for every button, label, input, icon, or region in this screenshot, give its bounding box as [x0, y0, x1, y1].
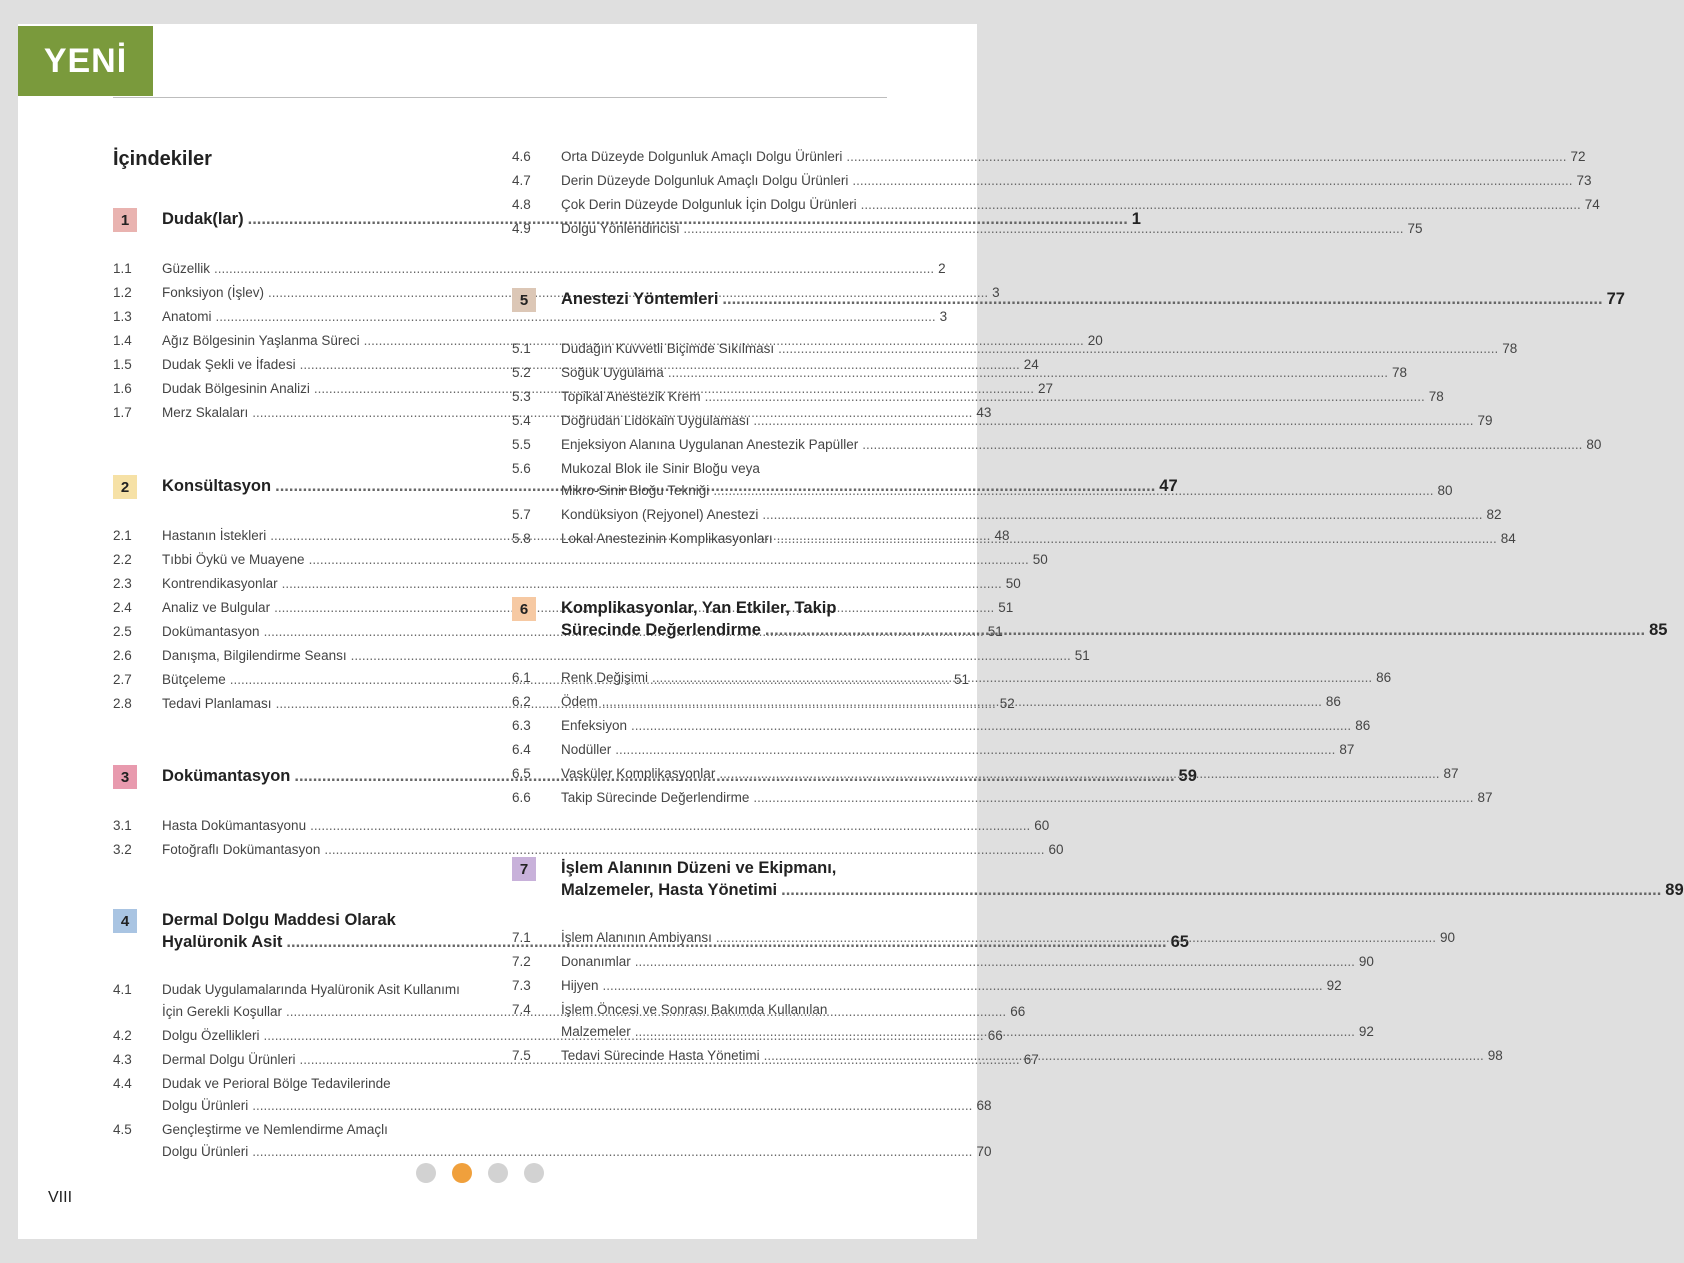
- toc-entry[interactable]: 2.6 Danışma, Bilgilendirme Seansı ..... 51: [113, 645, 480, 667]
- chapter-number: 2: [113, 475, 137, 499]
- chapter-number: 5: [512, 288, 536, 312]
- chapter-title[interactable]: Hyalüronik Asit: [162, 933, 283, 951]
- toc-entry[interactable]: 4.6 Orta Düzeyde Dolgunluk Amaçlı Dolgu Ürünleri ..... 72: [512, 146, 882, 168]
- toc-entry[interactable]: 5.1 Dudağın Kuvvetli Biçimde Sıkılması ..... 78: [512, 338, 882, 360]
- chapter-page: 85: [1649, 621, 1668, 639]
- toc-entry[interactable]: 4.2 Dolgu Özellikleri ..... 66: [113, 1025, 480, 1047]
- toc-entry[interactable]: 6.1 Renk Değişimi ..... 86: [512, 667, 882, 689]
- toc-entry[interactable]: 6.5 Vasküler Komplikasyonlar ..... 87: [512, 763, 882, 785]
- chapter-title[interactable]: Anestezi Yöntemleri: [561, 290, 719, 308]
- chapter-title[interactable]: Dokümantasyon: [162, 767, 291, 785]
- toc-entry[interactable]: 2.7 Bütçeleme ..... 51: [113, 669, 480, 691]
- chapter-title[interactable]: Sürecinde Değerlendirme: [561, 621, 761, 639]
- toc-entry[interactable]: 3.1 Hasta Dokümantasyonu ..... 60: [113, 815, 480, 837]
- toc-entry[interactable]: 4.4 Dudak ve Perioral Bölge Tedavilerinde Dolgu Ürünleri ..... 68: [113, 1073, 480, 1117]
- toc-entry[interactable]: 1.7 Merz Skalaları ..... 43: [113, 402, 480, 424]
- chapter-number: 7: [512, 857, 536, 881]
- chapter-title[interactable]: Malzemeler, Hasta Yönetimi: [561, 881, 778, 899]
- new-badge: YENİ: [18, 26, 153, 96]
- chapter-page: 59: [1178, 767, 1197, 785]
- chapter-number: 3: [113, 765, 137, 789]
- toc-entry[interactable]: 5.6 Mukozal Blok ile Sinir Bloğu veya Mikro-Sinir Bloğu Tekniği ..... 80: [512, 458, 882, 502]
- header-rule: [113, 97, 887, 98]
- toc-entry[interactable]: 4.5 Gençleştirme ve Nemlendirme Amaçlı Dolgu Ürünleri ..... 70: [113, 1119, 480, 1163]
- toc-entry[interactable]: 1.2 Fonksiyon (İşlev) ..... 3: [113, 282, 480, 304]
- toc-entry[interactable]: 1.5 Dudak Şekli ve İfadesi ..... 24: [113, 354, 480, 376]
- toc-entry[interactable]: 5.8 Lokal Anestezinin Komplikasyonları ..... 84: [512, 528, 882, 550]
- chapter-number: 4: [113, 909, 137, 933]
- toc-entry[interactable]: 2.8 Tedavi Planlaması ..... 52: [113, 693, 480, 715]
- toc-entry[interactable]: 5.3 Topikal Anestezik Krem ..... 78: [512, 386, 882, 408]
- page-dot-2-active[interactable]: [452, 1163, 472, 1183]
- toc-entry[interactable]: 4.3 Dermal Dolgu Ürünleri ..... 67: [113, 1049, 480, 1071]
- chapter-page: 77: [1606, 290, 1625, 308]
- toc-entry[interactable]: 6.6 Takip Sürecinde Değerlendirme ..... 87: [512, 787, 882, 809]
- toc-page: [18, 24, 1684, 1239]
- chapter-4-continued: [512, 146, 1600, 242]
- toc-entry[interactable]: 5.4 Doğrudan Lidokain Uygulaması ..... 79: [512, 410, 882, 432]
- chapter-page: 89: [1665, 881, 1684, 899]
- pagination-dots: [416, 1163, 544, 1183]
- toc-entry[interactable]: 7.1 İşlem Alanının Ambiyansı ..... 90: [512, 927, 882, 949]
- toc-entry[interactable]: 6.2 Ödem ..... 86: [512, 691, 882, 713]
- toc-entry[interactable]: 7.4 İşlem Öncesi ve Sonrası Bakımda Kullanılan Malzemeler ..... 92: [512, 999, 882, 1043]
- toc-entry[interactable]: 7.2 Donanımlar ..... 90: [512, 951, 882, 973]
- toc-entry[interactable]: 4.8 Çok Derin Düzeyde Dolgunluk İçin Dolgu Ürünleri ..... 74: [512, 194, 882, 216]
- toc-entry[interactable]: 4.1 Dudak Uygulamalarında Hyalüronik Asit Kullanımı İçin Gerekli Koşullar ..... 66: [113, 979, 480, 1023]
- page-dot-4[interactable]: [524, 1163, 544, 1183]
- toc-entry[interactable]: 2.4 Analiz ve Bulgular ..... 51: [113, 597, 480, 619]
- page-dot-1[interactable]: [416, 1163, 436, 1183]
- chapter-page: 65: [1170, 933, 1189, 951]
- page-number: VIII: [48, 1189, 73, 1206]
- toc-entry[interactable]: 6.4 Nodüller ..... 87: [512, 739, 882, 761]
- toc-entry[interactable]: 2.1 Hastanın İstekleri ..... 48: [113, 525, 480, 547]
- chapter-title-line1[interactable]: Komplikasyonlar, Yan Etkiler, Takip: [561, 599, 837, 617]
- toc-entry[interactable]: 7.3 Hijyen ..... 92: [512, 975, 882, 997]
- toc-entry[interactable]: 1.6 Dudak Bölgesinin Analizi ..... 27: [113, 378, 480, 400]
- toc-entry[interactable]: 2.3 Kontrendikasyonlar ..... 50: [113, 573, 480, 595]
- toc-entry[interactable]: 1.3 Anatomi ..... 3: [113, 306, 480, 328]
- chapter-page: 1: [1131, 210, 1141, 228]
- toc-entry[interactable]: 5.5 Enjeksiyon Alanına Uygulanan Anestezik Papüller ..... 80: [512, 434, 882, 456]
- toc-entry[interactable]: 2.5 Dokümantasyon ..... 51: [113, 621, 480, 643]
- page-dot-3[interactable]: [488, 1163, 508, 1183]
- toc-entry[interactable]: 3.2 Fotoğraflı Dokümantasyon ..... 60: [113, 839, 480, 861]
- chapter-title-line1[interactable]: İşlem Alanının Düzeni ve Ekipmanı,: [561, 859, 837, 877]
- chapter-title[interactable]: Dudak(lar): [162, 210, 244, 228]
- chapter-page: 47: [1159, 477, 1178, 495]
- toc-entry[interactable]: 4.7 Derin Düzeyde Dolgunluk Amaçlı Dolgu Ürünleri ..... 73: [512, 170, 882, 192]
- toc-entry[interactable]: 5.7 Kondüksiyon (Rejyonel) Anestezi ..... 82: [512, 504, 882, 526]
- chapter-number: 1: [113, 208, 137, 232]
- toc-entry[interactable]: 4.9 Dolgu Yönlendiricisi ..... 75: [512, 218, 882, 240]
- toc-entry[interactable]: 1.4 Ağız Bölgesinin Yaşlanma Süreci ..... 20: [113, 330, 480, 352]
- toc-title: İçindekiler: [113, 148, 212, 170]
- toc-entry[interactable]: 5.2 Soğuk Uygulama ..... 78: [512, 362, 882, 384]
- toc-entry[interactable]: 7.5 Tedavi Sürecinde Hasta Yönetimi ..... 98: [512, 1045, 882, 1067]
- toc-entry[interactable]: 2.2 Tıbbi Öykü ve Muayene ..... 50: [113, 549, 480, 571]
- chapter-title-line1[interactable]: Dermal Dolgu Maddesi Olarak: [162, 911, 396, 929]
- toc-entry[interactable]: 6.3 Enfeksiyon ..... 86: [512, 715, 882, 737]
- chapter-title[interactable]: Konsültasyon: [162, 477, 272, 495]
- chapter-number: 6: [512, 597, 536, 621]
- toc-entry[interactable]: 1.1 Güzellik ..... 2: [113, 258, 480, 280]
